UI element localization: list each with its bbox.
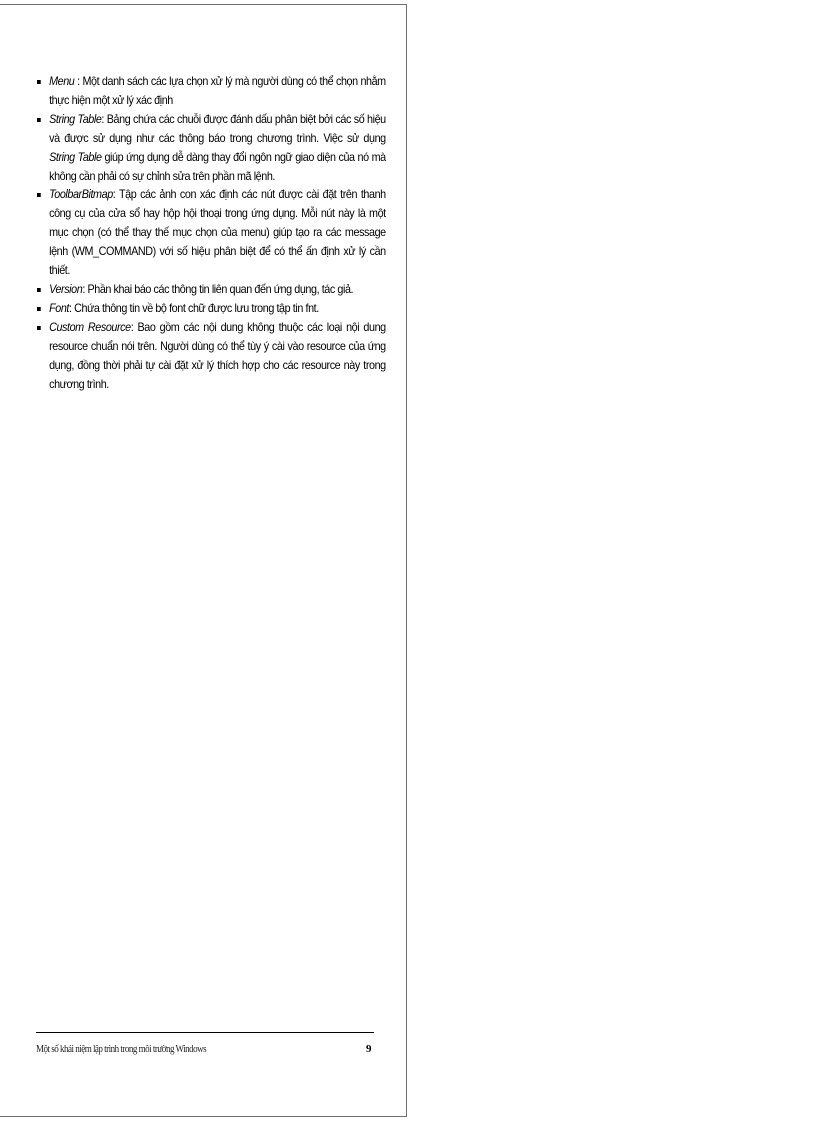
term: Custom Resource	[49, 320, 131, 334]
definition: : Tập các ảnh con xác định các nút được cài đặt trên thanh công cụ của cửa sổ hay hộp hội thoại trong ứng dụng. Mỗi nút này là một mục chọn (có thể thay thế mục chọn của menu) giúp tạo ra các message lệnh (WM_COMMAND) với số hiệu phân biệt để có thể ấn định xử lý cần thiết.	[49, 188, 386, 278]
definition: : Chứa thông tin về bộ font chữ được lưu trong tập tin fnt.	[68, 301, 319, 315]
bullet-icon	[37, 118, 41, 122]
bullet-icon	[37, 288, 41, 292]
list-item-toolbar-bitmap	[37, 186, 386, 281]
term: Menu	[49, 75, 75, 88]
definition: : Bao gồm các nội dung không thuộc các loại nội dung resource chuẩn nói trên. Người dùng có thể tùy ý cài vào resource của ứng dụng, đồng thời phải tự cài đặt xử lý thích hợp cho các resource này trong chương trình.	[49, 320, 386, 391]
document-page	[0, 4, 407, 1117]
list-item-custom-resource	[37, 319, 386, 395]
bullet-icon	[37, 80, 41, 84]
definition: : Bảng chứa các chuỗi được đánh dấu phân biệt bởi các số hiệu và được sử dụng như các thông báo trong chương trình. Việc sử dụng	[49, 112, 386, 145]
resource-list	[37, 73, 386, 394]
term: Font	[49, 301, 69, 315]
term: String Table	[49, 112, 102, 126]
bullet-icon	[37, 193, 41, 197]
list-item-string-table	[37, 111, 386, 187]
bullet-icon	[37, 307, 41, 311]
bullet-icon	[37, 326, 41, 330]
list-item-version	[37, 281, 386, 300]
page-number: 9	[366, 1043, 372, 1055]
definition: : Một danh sách các lựa chọn xử lý mà người dùng có thể chọn nhằm thực hiện một xử lý xác định	[49, 75, 386, 107]
definition-cont: giúp ứng dụng dễ dàng thay đổi ngôn ngữ giao diện của nó mà không cần phải có sự chỉnh sửa trên phần mã lệnh.	[49, 150, 386, 183]
definition: : Phần khai báo các thông tin liên quan đến ứng dụng, tác giả.	[82, 282, 354, 296]
footer-title: Một số khái niệm lập trình trong môi trường Windows	[36, 1044, 207, 1055]
term-inline: String Table	[49, 150, 102, 164]
footer-divider	[36, 1032, 374, 1033]
list-item-menu	[37, 73, 386, 111]
term: Version	[49, 282, 83, 296]
term: ToolbarBitmap	[49, 188, 113, 202]
list-item-font	[37, 300, 386, 319]
page-content	[37, 73, 386, 394]
